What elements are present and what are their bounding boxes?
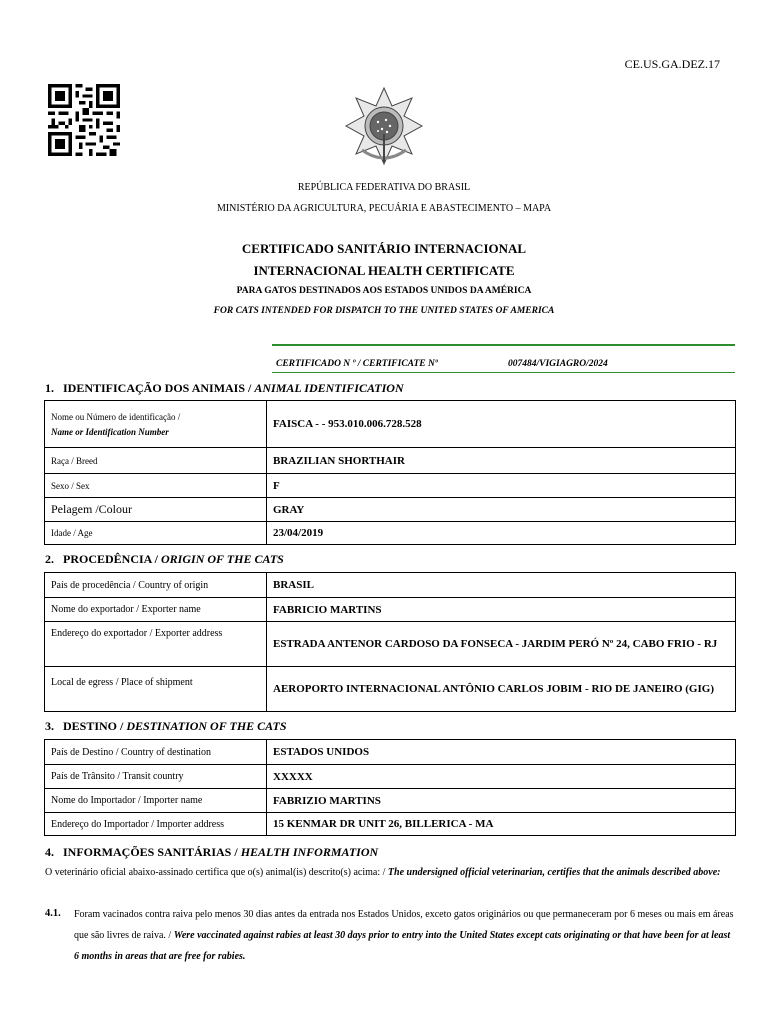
exporter-name-label: Nome do exportador / Exporter name <box>45 598 267 622</box>
exporter-name-value: FABRICIO MARTINS <box>267 598 736 622</box>
table-row <box>45 401 736 448</box>
republic-name: REPÚBLICA FEDERATIVA DO BRASIL <box>297 182 471 193</box>
transit-country-label: País de Trânsito / Transit country <box>45 765 267 789</box>
importer-name-value: FABRIZIO MARTINS <box>267 789 736 813</box>
id-label-pt: Nome ou Número de identificação / <box>51 411 181 422</box>
qr-code-icon <box>48 84 120 156</box>
table-row <box>45 573 736 598</box>
importer-address-value: 15 KENMAR DR UNIT 26, BILLERICA - MA <box>267 813 736 836</box>
table-row <box>45 740 736 765</box>
destination-country-value: ESTADOS UNIDOS <box>267 740 736 765</box>
section-1-heading: 1. IDENTIFICAÇÃO DOS ANIMAIS / ANIMAL IDENTIFICATION <box>45 381 404 395</box>
table-row <box>45 474 736 498</box>
id-value: FAISCA - - 953.010.006.728.528 <box>267 401 736 448</box>
place-of-shipment-label: Local de egress / Place of shipment <box>45 667 267 712</box>
id-label-en: Name or Identification Number <box>51 426 169 437</box>
table-row <box>45 498 736 522</box>
exporter-address-label: Endereço do exportador / Exporter address <box>45 622 267 667</box>
table-row <box>45 622 736 667</box>
sex-label: Sexo / Sex <box>45 474 267 498</box>
section-4-heading: 4. INFORMAÇÕES SANITÁRIAS / HEALTH INFORMATION <box>45 845 379 859</box>
table-row <box>45 522 736 545</box>
importer-address-label: Endereço do Importador / Importer address <box>45 813 267 836</box>
certificate-number-label: CERTIFICADO N º / CERTIFICATE Nº <box>276 359 438 369</box>
table-row <box>45 448 736 474</box>
colour-value: GRAY <box>267 498 736 522</box>
place-of-shipment-value: AEROPORTO INTERNACIONAL ANTÔNIO CARLOS JOBIM - RIO DE JANEIRO (GIG) <box>267 667 736 712</box>
breed-value: BRAZILIAN SHORTHAIR <box>267 448 736 474</box>
item-4-1-text: Foram vacinados contra raiva pelo menos 30 dias antes da entrada nos Estados Unidos, exceto gatos originários ou que permaneceram por 6 meses ou mais em áreas que são livres de raiva. / Were vaccinated against rabies at least 30 days prior to entry into the United States except cats originating or that have been for at least 6 months in areas that are free for rabies. <box>74 909 734 962</box>
table-row <box>45 813 736 836</box>
subtitle-portuguese: PARA GATOS DESTINADOS AOS ESTADOS UNIDOS DA AMÉRICA <box>236 286 532 296</box>
health-intro: O veterinário oficial abaixo-assinado certifica que o(s) animal(is) descrito(s) acima: / The undersigned official veterinarian, certifies that the animals described above: <box>45 867 721 878</box>
origin-table <box>44 572 736 712</box>
table-row <box>45 789 736 813</box>
country-of-origin-label: País de procedência / Country of origin <box>45 573 267 598</box>
section-2-heading: 2. PROCEDÊNCIA / ORIGIN OF THE CATS <box>45 552 284 566</box>
animal-identification-table <box>44 400 736 545</box>
divider-top <box>272 344 735 346</box>
importer-name-label: Nome do Importador / Importer name <box>45 789 267 813</box>
age-value: 23/04/2019 <box>267 522 736 545</box>
certificate-number: 007484/VIGIAGRO/2024 <box>508 359 608 369</box>
section-3-heading: 3. DESTINO / DESTINATION OF THE CATS <box>45 719 287 733</box>
sex-value: F <box>267 474 736 498</box>
title-portuguese: CERTIFICADO SANITÁRIO INTERNACIONAL <box>241 241 527 256</box>
brazil-coat-of-arms-icon <box>342 84 426 168</box>
divider-bottom <box>272 372 735 373</box>
country-of-origin-value: BRASIL <box>267 573 736 598</box>
breed-label: Raça / Breed <box>45 448 267 474</box>
transit-country-value: XXXXX <box>267 765 736 789</box>
ministry-name: MINISTÉRIO DA AGRICULTURA, PECUÁRIA E ABASTECIMENTO – MAPA <box>216 203 552 214</box>
item-4-1-number: 4.1. <box>45 908 61 919</box>
title-english: INTERNACIONAL HEALTH CERTIFICATE <box>253 263 515 278</box>
document-code: CE.US.GA.DEZ.17 <box>624 57 720 71</box>
table-row <box>45 598 736 622</box>
destination-table <box>44 739 736 836</box>
subtitle-english: FOR CATS INTENDED FOR DISPATCH TO THE UNITED STATES OF AMERICA <box>213 306 555 316</box>
destination-country-label: País de Destino / Country of destination <box>45 740 267 765</box>
exporter-address-value: ESTRADA ANTENOR CARDOSO DA FONSECA - JARDIM PERÓ Nº 24, CABO FRIO - RJ <box>267 622 736 667</box>
colour-label: Pelagem /Colour <box>45 498 267 522</box>
age-label: Idade / Age <box>45 522 267 545</box>
table-row <box>45 765 736 789</box>
table-row <box>45 667 736 712</box>
